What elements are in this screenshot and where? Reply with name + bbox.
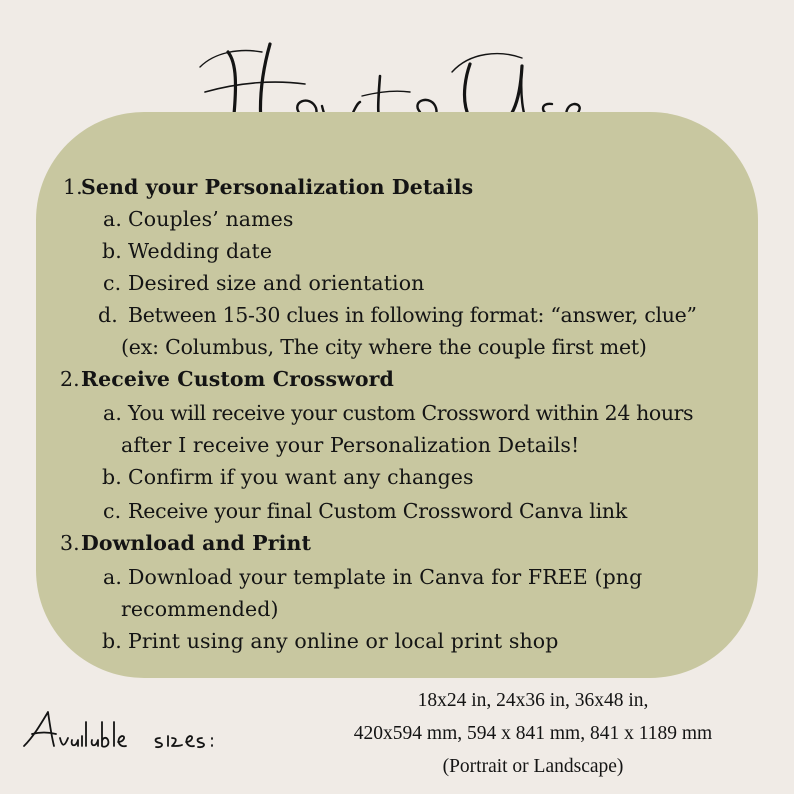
step-1b-text: Wedding date [128,239,273,263]
step-1d-text-continued: (ex: Columbus, The city where the couple first met) [121,335,647,359]
step-1-number: 1. [63,175,83,199]
step-1-heading: Send your Personalization Details [81,175,474,199]
sizes-line-1: 18x24 in, 24x36 in, 36x48 in, [417,690,649,711]
script-available-sizes-art [20,702,300,762]
step-3b-text: Print using any online or local print shop [128,629,559,653]
step-3a-letter: a. [103,565,122,589]
sizes-list [300,684,766,783]
step-2c-text: Receive your final Custom Crossword Canva link [128,499,628,523]
step-3a-text-continued: recommended) [121,597,279,621]
step-2a-letter: a. [103,401,122,425]
step-3b-letter: b. [102,629,122,653]
step-1a-letter: a. [103,207,122,231]
step-2b-letter: b. [102,465,122,489]
step-3-heading: Download and Print [81,531,312,555]
step-1b-letter: b. [102,239,122,263]
step-3a-text: Download your template in Canva for FREE (png [128,565,643,589]
step-1c-text: Desired size and orientation [128,271,425,295]
sizes-line-3: (Portrait or Landscape) [442,756,624,777]
sizes-line-2: 420x594 mm, 594 x 841 mm, 841 x 1189 mm [353,723,713,744]
step-2a-text: You will receive your custom Crossword within 24 hours [128,401,694,425]
step-2-number: 2. [60,367,80,391]
step-1d-letter: d. [98,303,118,327]
step-2-heading: Receive Custom Crossword [81,367,394,391]
step-1c-letter: c. [103,271,122,295]
step-3-number: 3. [60,531,80,555]
step-2c-letter: c. [103,499,122,523]
available-sizes-label [20,702,300,762]
step-2a-text-continued: after I receive your Personalization Details! [121,433,580,457]
step-1a-text: Couples’ names [128,207,294,231]
step-1d-text: Between 15-30 clues in following format: “answer, clue” [128,303,697,327]
step-2b-text: Confirm if you want any changes [128,465,474,489]
